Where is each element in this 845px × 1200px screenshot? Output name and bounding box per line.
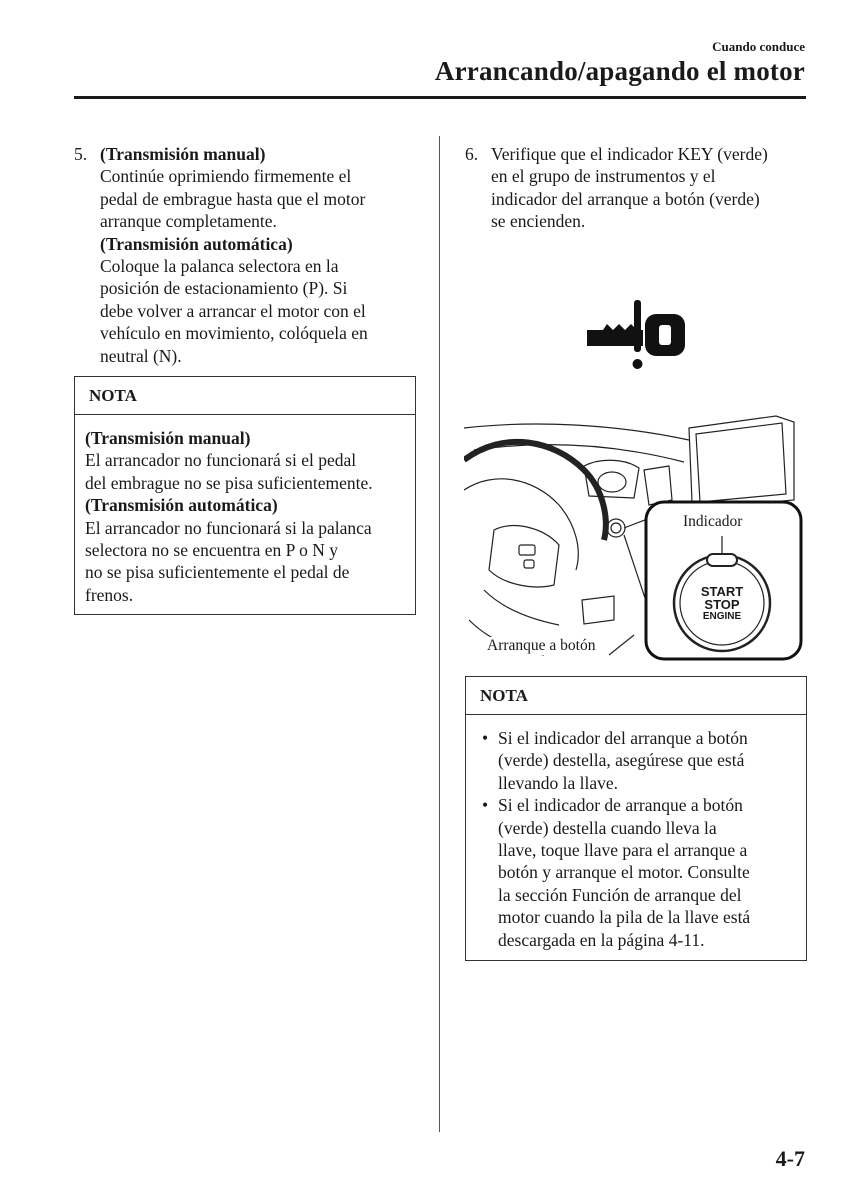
manual-line: Continúe oprimiendo firmemente el xyxy=(100,166,352,187)
manual-line: pedal de embrague hasta que el motor xyxy=(100,188,366,209)
step6-line: Verifique que el indicador KEY (verde) xyxy=(491,144,768,164)
auto-line: neutral (N). xyxy=(100,345,182,366)
start-stop-label-1: START xyxy=(700,584,744,599)
nota-line: frenos. xyxy=(85,584,134,605)
auto-line: vehículo en movimiento, colóquela en xyxy=(100,323,368,344)
section-label: Cuando conduce xyxy=(712,39,805,54)
nota-line: selectora no se encuentra en P o N y xyxy=(85,540,339,561)
bullet-line: botón y arranque el motor. Consulte xyxy=(498,862,750,883)
step-5 xyxy=(74,143,419,368)
auto-heading: (Transmisión automática) xyxy=(100,233,293,254)
bullet-marker: • xyxy=(482,728,489,748)
nota-line: del embrague no se pisa suficientemente. xyxy=(85,472,373,493)
step6-line: se encienden. xyxy=(491,211,586,232)
bullet-marker: • xyxy=(482,795,489,816)
nota-box-right xyxy=(465,676,807,961)
step-6 xyxy=(465,143,810,238)
nota-box-left xyxy=(74,376,416,615)
step6-line: indicador del arranque a botón (verde) xyxy=(491,188,760,209)
page-title: Arrancando/apagando el motor xyxy=(434,56,805,86)
nota-manual-heading: (Transmisión manual) xyxy=(85,428,251,448)
bullet-line: la sección Función de arranque del xyxy=(498,884,742,905)
bullet-line: Si el indicador de arranque a botón xyxy=(498,795,743,816)
nota-title: NOTA xyxy=(75,377,415,415)
dashboard-illustration xyxy=(464,410,809,665)
key-indicator-icon xyxy=(585,298,690,373)
bullet-line: llave, toque llave para el arranque a xyxy=(498,840,748,861)
start-stop-label-2: STOP xyxy=(704,597,740,612)
title-rule xyxy=(74,96,806,99)
column-divider xyxy=(439,136,440,1132)
push-button-caption: Arranque a botón xyxy=(487,637,598,655)
manual-heading: (Transmisión manual) xyxy=(100,144,266,164)
page-number: 4-7 xyxy=(775,1146,805,1171)
bullet-line: descargada en la página 4-11. xyxy=(498,929,705,950)
nota-title: NOTA xyxy=(466,677,806,715)
nota-line: El arrancador no funcionará si la palanca xyxy=(85,517,372,538)
step-body xyxy=(491,143,768,233)
nota-body xyxy=(466,715,806,961)
step-body xyxy=(100,143,368,367)
bullet-line: llevando la llave. xyxy=(498,772,619,793)
nota-line: El arrancador no funcionará si el pedal xyxy=(85,450,357,471)
auto-line: Coloque la palanca selectora en la xyxy=(100,256,339,277)
bullet-line: Si el indicador del arranque a botón xyxy=(498,728,748,748)
bullet-line: (verde) destella, asegúrese que está xyxy=(498,750,745,771)
nota-line: no se pisa suficientemente el pedal de xyxy=(85,562,350,583)
manual-line: arranque completamente. xyxy=(100,211,277,232)
indicator-label: Indicador xyxy=(683,513,743,530)
bullet-line: (verde) destella cuando lleva la xyxy=(498,817,717,838)
nota-body xyxy=(75,415,415,616)
bullet-line: motor cuando la pila de la llave está xyxy=(498,907,751,928)
list-item xyxy=(476,727,796,794)
nota-bullet-list xyxy=(476,727,796,951)
start-stop-label-3: ENGINE xyxy=(702,611,742,622)
auto-line: debe volver a arrancar el motor con el xyxy=(100,300,366,321)
list-item xyxy=(476,794,796,951)
step-number: 5. xyxy=(74,144,88,164)
nota-auto-heading: (Transmisión automática) xyxy=(85,495,278,516)
step6-line: en el grupo de instrumentos y el xyxy=(491,166,716,187)
step-number: 6. xyxy=(465,144,479,164)
auto-line: posición de estacionamiento (P). Si xyxy=(100,278,348,299)
